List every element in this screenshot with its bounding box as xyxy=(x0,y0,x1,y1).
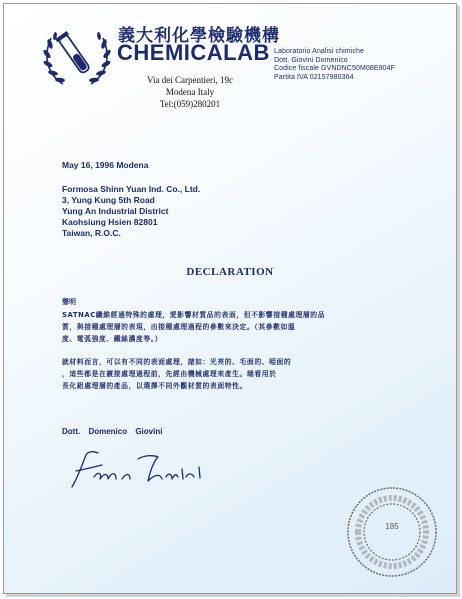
letter-date: May 16, 1996 Modena xyxy=(62,160,149,170)
signer-name: Dott. Domenico Giovini xyxy=(62,427,163,436)
paragraph-line: 度、電弧強度、鐵絲濃度等。） xyxy=(62,335,163,343)
company-name-english: CHEMICALAB xyxy=(117,40,270,65)
company-name-chinese: 義大利化學檢驗機構 xyxy=(118,26,280,46)
paragraph-line: 就材料而言，可以有不同的表面處理，諸如：光亮的、毛面的、啞面的 xyxy=(62,358,292,366)
lab-info-line: Laboratorio Analisi chimiche xyxy=(274,48,364,55)
official-stamp-seal xyxy=(344,484,440,580)
laurel-wreath-logo-icon xyxy=(41,22,113,90)
address-line: Modena Italy xyxy=(165,87,215,97)
address-line: Tel:(059)280201 xyxy=(159,99,221,109)
lab-info-line: Partita IVA 02157980364 xyxy=(274,73,354,81)
declaration-title: DECLARATION xyxy=(186,266,274,278)
handwritten-signature xyxy=(64,447,204,493)
lab-info-line: Dott. Giovini Domenico xyxy=(274,56,348,64)
paragraph-line: SATNAC纖維經過特殊的處理，愛影響材質品的表面，但不影響接種處理層的品 xyxy=(62,311,326,319)
paragraph-line: ，這些都是在鍍接處理過程前，先經由機械處理來產生。端看用於 xyxy=(62,370,277,378)
declaration-paragraph-2 xyxy=(62,356,402,392)
recipient-address xyxy=(62,184,302,239)
declaration-paragraph-1 xyxy=(62,309,402,345)
company-address xyxy=(130,74,250,110)
recipient-line: Kaohsiung Hsien 82801 xyxy=(62,217,158,227)
letter-page xyxy=(3,3,457,594)
paragraph-line: 長化鋁處理層的產品，以選擇不同外觀材質的表面特性。 xyxy=(62,382,247,390)
lab-info xyxy=(274,48,454,82)
recipient-line: Formosa Shinn Yuan Ind. Co., Ltd. xyxy=(62,184,201,194)
lab-info-line: Codice fiscale GVNDNC50M08E904F xyxy=(274,65,395,72)
recipient-line: 3, Yung Kung 5th Road xyxy=(62,195,155,205)
recipient-line: Taiwan, R.O.C. xyxy=(62,228,121,238)
recipient-line: Yung An Industrial District xyxy=(62,206,169,216)
address-line: Via dei Carpentieri, 19c xyxy=(147,75,233,85)
paragraph-line: 質，與接種處理層的表現，由接種處理過程的參數來決定。（其參數如溫 xyxy=(62,323,296,331)
stamp-number: 185 xyxy=(385,522,399,531)
declaration-heading-chinese: 聲明 xyxy=(62,298,76,306)
